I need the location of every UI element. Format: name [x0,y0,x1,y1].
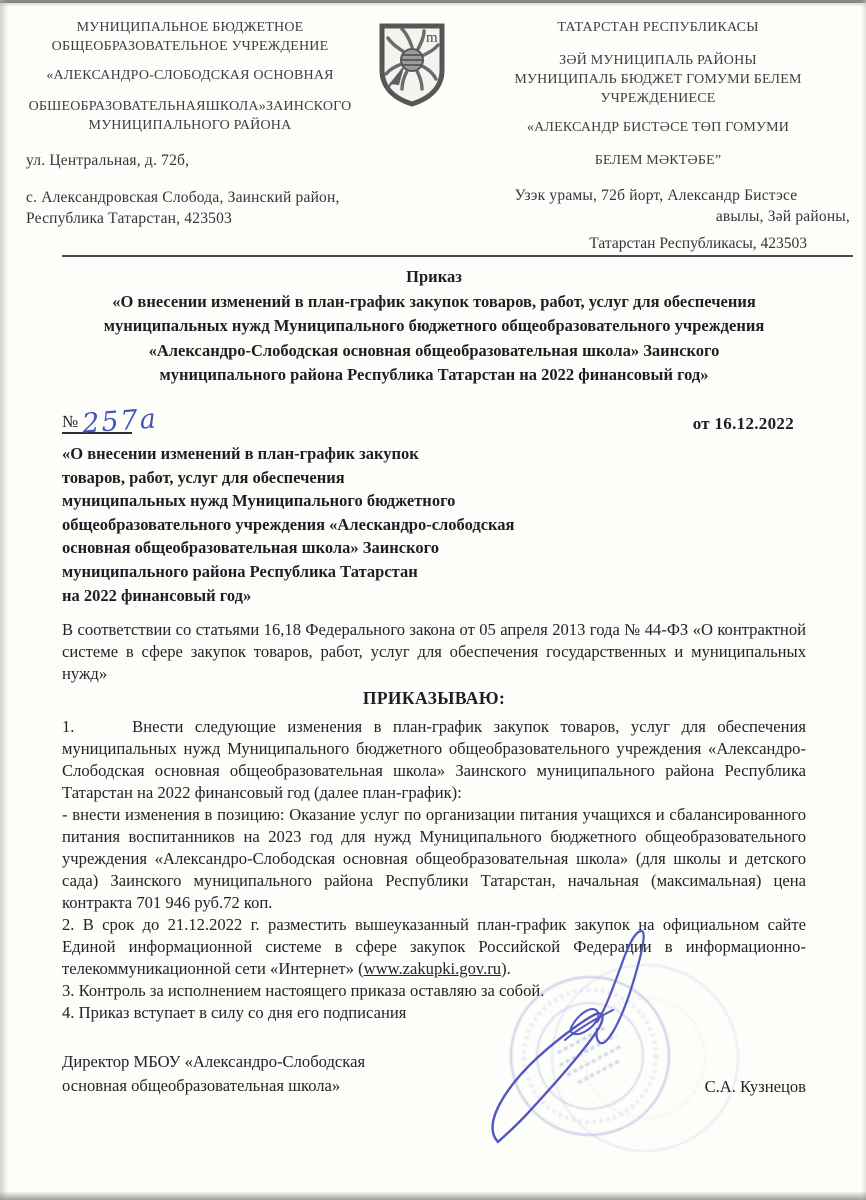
signer-position [62,1050,365,1098]
letterhead-tatar [458,18,854,229]
title-line: «О внесении изменений в план-график закупок товаров, работ, услуг для обеспечения [112,291,756,311]
order-date: от 16.12.2022 [692,413,794,433]
address-line: с. Александровская Слобода, Заинский район, [26,189,340,206]
org-line: МУНИЦИПАЛЬ БЮДЖЕТ ГОМУМИ БЕЛЕМ [514,72,802,87]
order-item-1-dash: - внести изменения в позицию: Оказание услуг по организации питания учащихся и сбалансированного питания воспитанников на 2023 год для нужд Муниципального бюджетного общеобразовательного учреждения «Александро-Слободская основная общеобразовательная школа» (для школы и детского сада) Заинского муниципального района Республики Татарстан, начальная (максимальная) цена контракта 701 946 руб.72 коп. [62,805,806,913]
subject-line: товаров, работ, услуг для обеспечения [62,467,345,487]
org-line: ТАТАРСТАН РЕСПУБЛИКАСЫ [557,20,759,35]
signature-row [62,1050,806,1098]
document-body [0,265,866,1098]
item-2-tail: ). [501,959,511,979]
scan-edge-right [861,0,866,1200]
address-tatar [462,185,854,227]
org-line: «АЛЕКСАНДРО-СЛОБОДСКАЯ ОСНОВНАЯ [46,68,334,83]
number-sign: № [62,411,83,431]
order-item-1: 1. Внести следующие изменения в план-график закупок товаров, услуг для обеспечения муниципальных нужд Муниципального бюджетного общеобразовательного учреждения «Александро-Слободская основная общеобразовательная школа» Заинского муниципального района Республика Татарстан на 2022 финансовый год (далее план-график): [62,717,806,803]
org-line: УЧРЕЖДЕНИЕСЕ [600,91,716,106]
zakupki-url: www.zakupki.gov.ru [363,959,502,979]
subject-line: общеобразовательного учреждения «Алескандро-слободская [62,514,515,534]
title-line: муниципального района Республика Татарстан на 2022 финансовый год» [159,365,709,385]
subject-line: муниципальных нужд Муниципального бюджетного [62,491,456,511]
order-subject [62,442,806,607]
address-line: Узэк урамы, 72б йорт, Александр Бистэсе [514,187,798,204]
address-line: авылы, Зәй районы, [715,208,850,225]
address-russian [14,150,366,229]
org-line: ЗӘЙ МУНИЦИПАЛЬ РАЙОНЫ [559,53,757,68]
coat-of-arms-icon [374,20,450,110]
org-line: ОБШЕОБРАЗОВАТЕЛЬНАЯШКОЛА»ЗАИНСКОГО [28,99,352,114]
address-line: Республика Татарстан, 423503 [26,210,233,227]
scan-edge-top-fade [0,3,866,7]
address-line: ул. Центральная, д. 72б, [26,152,190,169]
title-line: «Александро-Слободская основная общеобразовательная школа» Заинского [148,340,720,360]
org-line: МУНИЦИПАЛЬНОГО РАЙОНА [88,118,292,133]
address-line: Татарстан Республикасы, 423503 [589,235,807,252]
signer-position-line: основная общеобразовательная школа» [62,1076,341,1096]
signer-position-line: Директор МБОУ «Александро-Слободская [62,1052,366,1072]
order-number [62,403,160,440]
subject-line: «О внесении изменений в план-график закупок [62,443,419,463]
number-date-row [62,400,806,440]
signer-name: С.А. Кузнецов [704,1077,806,1097]
subject-line: муниципального района Республика Татарстан [62,561,418,581]
org-line: МУНИЦИПАЛЬНОЕ БЮДЖЕТНОЕ [76,20,304,35]
letterhead-russian [14,18,366,229]
order-items [62,716,806,1024]
title-line: Приказ [406,267,462,286]
org-line: «АЛЕКСАНДР БИСТӘСЕ ТӨП ГОМУМИ [526,120,790,135]
letterhead-rule [62,233,853,257]
handwritten-order-number: 257а [81,403,160,440]
scan-edge-left [0,0,8,1200]
org-line: ОБЩЕОБРАЗОВАТЕЛЬНОЕ УЧРЕЖДЕНИЕ [51,39,329,54]
order-word: ПРИКАЗЫВАЮ: [362,688,506,709]
order-item-4: 4. Приказ вступает в силу со дня его подписания [62,1003,407,1023]
org-line: БЕЛЕМ МӘКТӘБЕ” [594,153,722,168]
letterhead [0,0,866,229]
title-line: муниципальных нужд Муниципального бюджетного общеобразовательного учреждения [103,316,765,336]
coat-of-arms-emblem [366,18,458,229]
scan-edge-bottom [0,1191,866,1200]
subject-line: основная общеобразовательная школа» Заинского [62,538,439,558]
order-title [62,265,806,388]
subject-line: на 2022 финансовый год» [62,585,252,605]
item-2-text: 2. В срок до 21.12.2022 г. разместить вышеуказанный план-график закупок на официальном сайте Единой информационной системе в сфере закупок Российской Федерации в информационно-телекоммуникационной сети «Интернет» ( [62,915,806,979]
legal-basis-paragraph: В соответствии со статьями 16,18 Федерального закона от 05 апреля 2013 года № 44-ФЗ «О контрактной системе в сфере закупок товаров, работ, услуг для обеспечения государственных и муниципальных нужд» [62,620,806,684]
order-item-2 [62,914,806,980]
order-item-3: 3. Контроль за исполнением настоящего приказа оставляю за собой. [62,981,545,1001]
emblem-letter-m: m [426,30,438,46]
